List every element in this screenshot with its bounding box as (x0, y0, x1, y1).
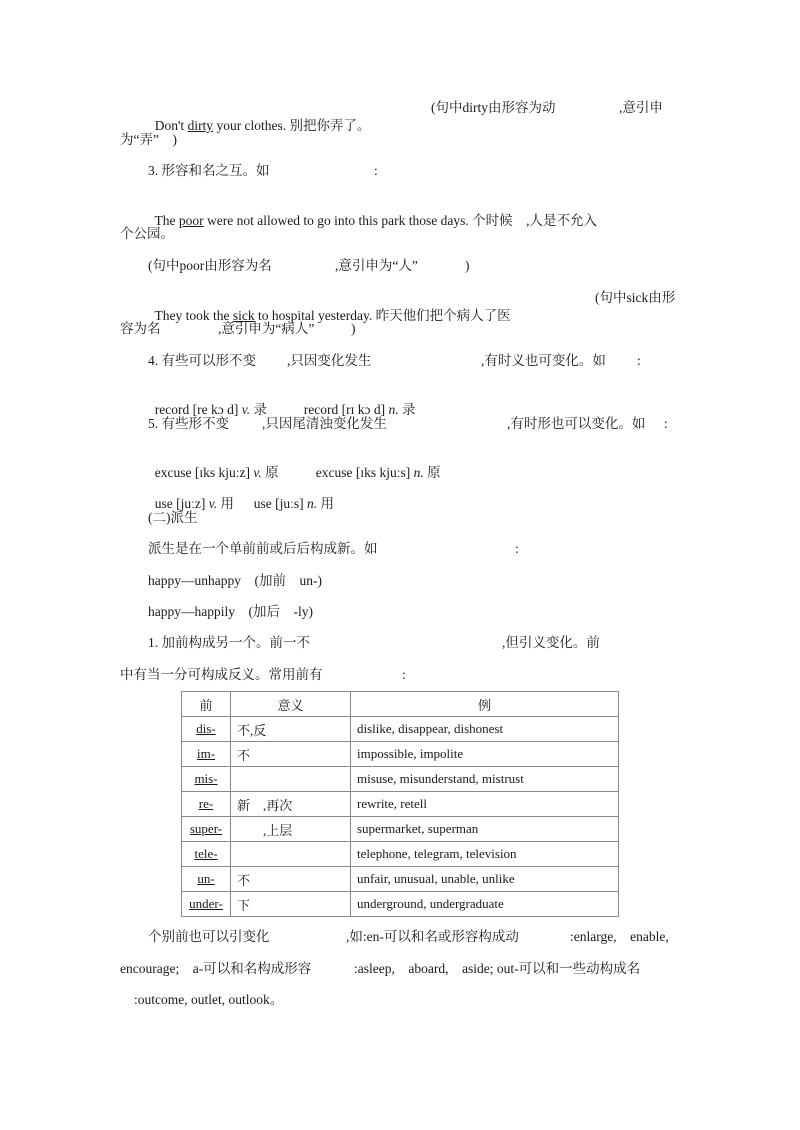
column-header-prefix: 前 (182, 692, 231, 717)
text: 用 (317, 496, 334, 511)
colon: : (374, 163, 378, 178)
examples-cell: supermarket, superman (351, 817, 619, 842)
section-heading-3: 3. 形容和名之互。如 (148, 163, 270, 178)
section-heading-5-c: ,有时形也可以变化。如 (507, 416, 646, 431)
table-header-row (182, 692, 619, 717)
prefix-cell: tele- (182, 842, 231, 867)
examples-cell: unfair, unusual, unable, unlike (351, 867, 619, 892)
example-use-noun (247, 477, 334, 513)
text: excuse [ɪks kjuːz] (154, 465, 254, 480)
meaning-cell: 不 (231, 867, 351, 892)
table-row (182, 792, 619, 817)
sentence-poor (148, 194, 597, 230)
examples-cell: telephone, telegram, television (351, 842, 619, 867)
note-poor: (句中poor由形容为名 (148, 258, 272, 273)
closing-paragraph-cont-b: :asleep, aboard, aside; out-可以和一些动构成名 (354, 961, 641, 976)
sentence-poor-cont: 个公园。 (120, 226, 174, 241)
table-row (182, 817, 619, 842)
example-happily: happy—happily (加后 -ly) (148, 604, 313, 619)
table-row (182, 742, 619, 767)
prefix-cell: dis- (182, 717, 231, 742)
table-row (182, 767, 619, 792)
colon: : (637, 353, 641, 368)
meaning-cell (231, 767, 351, 792)
note-sick-cont-2: ,意引申为“病人” (218, 321, 315, 336)
example-record-noun (297, 383, 415, 419)
underlined-word: sick (232, 308, 255, 323)
section-heading-5: 5. 有些形不变 (148, 416, 229, 431)
section-heading-prefix-cont: 中有当一分可构成反义。常用前有 (120, 667, 323, 682)
part-of-speech: n. (413, 465, 424, 480)
column-header-meaning: 意义 (231, 692, 351, 717)
note-poor-2: ,意引申为“人” (335, 258, 418, 273)
text: use [juːs] (253, 496, 307, 511)
table-row (182, 892, 619, 917)
sentence-dirty (148, 99, 371, 135)
examples-cell: misuse, misunderstand, mistrust (351, 767, 619, 792)
closing-paragraph-c: :enlarge, enable, (570, 929, 669, 944)
meaning-cell (231, 842, 351, 867)
text: The (154, 213, 179, 228)
column-header-examples: 例 (351, 692, 619, 717)
text: record [re kɔ d] (154, 402, 242, 417)
note-sick: (句中sick由形 (595, 290, 676, 305)
note-dirty-2: ,意引申 (619, 100, 663, 115)
prefix-cell: re- (182, 792, 231, 817)
text: to hospital yesterday. 昨天他们把个病人了医 (254, 308, 511, 323)
meaning-cell: 不 (231, 742, 351, 767)
meaning-cell: ,上层 (231, 817, 351, 842)
underlined-word: poor (178, 213, 204, 228)
examples-cell: underground, undergraduate (351, 892, 619, 917)
section-heading-4-b: ,只因变化发生 (287, 353, 372, 368)
colon: : (402, 667, 406, 682)
closing-paragraph-end: :outcome, outlet, outlook。 (134, 992, 284, 1007)
example-use-verb (148, 477, 234, 513)
note-dirty: (句中dirty由形容为动 (431, 100, 556, 115)
part-of-speech: v. (241, 402, 251, 417)
part-of-speech: n. (388, 402, 399, 417)
example-record-verb (148, 383, 267, 419)
part-of-speech: n. (307, 496, 318, 511)
text: 用 (217, 496, 234, 511)
table-row (182, 717, 619, 742)
prefix-cell: super- (182, 817, 231, 842)
text: 录 (250, 402, 267, 417)
note-sick-cont: 容为名 (120, 321, 161, 336)
prefix-cell: un- (182, 867, 231, 892)
text: They took the (154, 308, 233, 323)
meaning-cell: 下 (231, 892, 351, 917)
note-sick-cont-3: ) (351, 321, 356, 336)
colon: : (515, 541, 519, 556)
text: 原 (423, 465, 441, 480)
prefix-cell: im- (182, 742, 231, 767)
meaning-cell: 新 ,再次 (231, 792, 351, 817)
prefix-cell: mis- (182, 767, 231, 792)
text: were not allowed to go into this park those days. 个时候 ,人是不允入 (203, 213, 597, 228)
section-heading-derivation: (二)派生 (148, 510, 198, 525)
prefix-table (181, 691, 619, 917)
underlined-word: dirty (187, 118, 214, 133)
text: record [rɪ kɔ d] (303, 402, 389, 417)
table-row (182, 867, 619, 892)
examples-cell: dislike, disappear, dishonest (351, 717, 619, 742)
part-of-speech: v. (208, 496, 218, 511)
text: use [juːz] (154, 496, 209, 511)
section-heading-5-b: ,只因尾清浊变化发生 (262, 416, 387, 431)
table-row (182, 842, 619, 867)
note-dirty-cont: 为“弄” ) (120, 132, 177, 147)
examples-cell: impossible, impolite (351, 742, 619, 767)
section-heading-4: 4. 有些可以形不变 (148, 353, 256, 368)
text: your clothes. 别把你弄了。 (213, 118, 371, 133)
part-of-speech: v. (253, 465, 262, 480)
text: excuse [ɪks kjuːs] (315, 465, 414, 480)
sentence-sick (148, 289, 511, 325)
section-heading-prefix-b: ,但引义变化。前 (502, 635, 600, 650)
closing-paragraph-cont: encourage; a-可以和名构成形容 (120, 961, 312, 976)
colon: : (664, 416, 668, 431)
meaning-cell: 不,反 (231, 717, 351, 742)
closing-paragraph: 个别前也可以引变化 (148, 929, 270, 944)
section-heading-4-c: ,有时义也可变化。如 (481, 353, 606, 368)
section-heading-prefix: 1. 加前构成另一个。前一不 (148, 635, 310, 650)
examples-cell: rewrite, retell (351, 792, 619, 817)
example-unhappy: happy—unhappy (加前 un-) (148, 573, 322, 588)
text: Don't (154, 118, 188, 133)
note-poor-3: ) (465, 258, 470, 273)
prefix-cell: under- (182, 892, 231, 917)
text: 原 (261, 465, 279, 480)
closing-paragraph-b: ,如:en-可以和名或形容构成动 (346, 929, 519, 944)
text: 录 (398, 402, 416, 417)
derivation-intro: 派生是在一个单前前或后后构成新。如 (148, 541, 378, 556)
